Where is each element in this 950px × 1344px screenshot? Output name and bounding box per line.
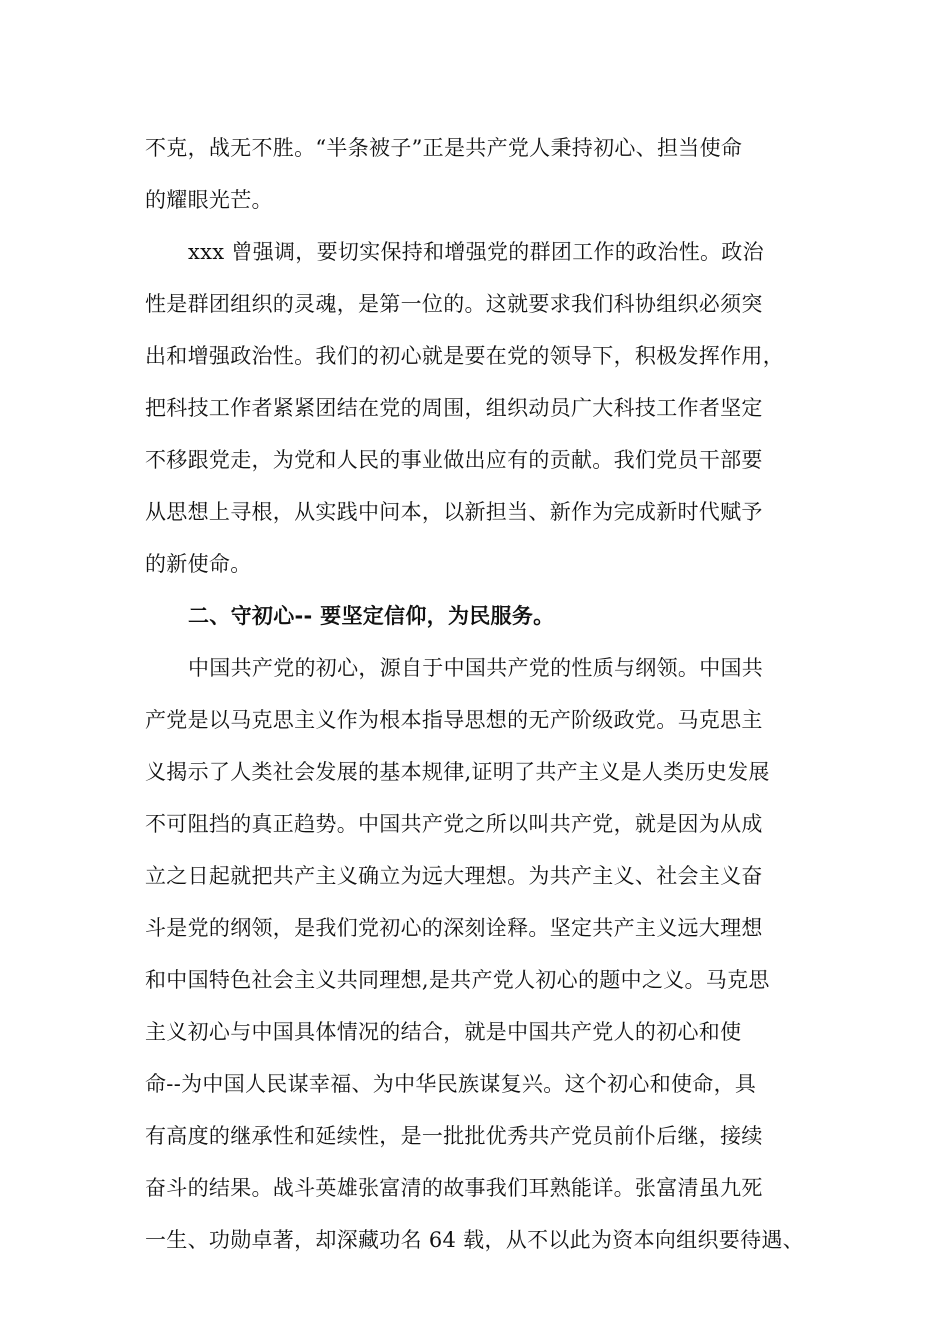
text-line: 从思想上寻根，从实践中问本，以新担当、新作为完成新时代赋予 — [145, 500, 763, 524]
text-line: 不可阻挡的真正趋势。中国共产党之所以叫共产党，就是因为从成 — [145, 812, 763, 836]
text-line: 有高度的继承性和延续性，是一批批优秀共产党员前仆后继，接续 — [145, 1124, 763, 1148]
text-line: 性是群团组织的灵魂，是第一位的。这就要求我们科协组织必须突 — [145, 292, 763, 316]
text-line: 的耀眼光芒。 — [145, 188, 273, 212]
paragraph-first-line: xxx 曾强调，要切实保持和增强党的群团工作的政治性。政治 — [188, 240, 764, 264]
text-line: 奋斗的结果。战斗英雄张富清的故事我们耳熟能详。张富清虽九死 — [145, 1176, 763, 1200]
text-line: 立之日起就把共产主义确立为远大理想。为共产主义、社会主义奋 — [145, 864, 763, 888]
text-line: 把科技工作者紧紧团结在党的周围，组织动员广大科技工作者坚定 — [145, 396, 763, 420]
text-line: 主义初心与中国具体情况的结合，就是中国共产党人的初心和使 — [145, 1020, 742, 1044]
text-line: 斗是党的纲领，是我们党初心的深刻诠释。坚定共产主义远大理想 — [145, 916, 763, 940]
text-line: 不克，战无不胜。“半条被子”正是共产党人秉持初心、担当使命 — [145, 136, 743, 160]
text-line: 一生、功勋卓著，却深藏功名 64 载，从不以此为资本向组织要待遇、 — [145, 1228, 804, 1252]
paragraph-first-line: 中国共产党的初心，源自于中国共产党的性质与纲领。中国共 — [188, 656, 764, 680]
section-heading: 二、守初心-- 要坚定信仰，为民服务。 — [188, 604, 555, 628]
text-line: 和中国特色社会主义共同理想,是共产党人初心的题中之义。马克思 — [145, 968, 770, 992]
text-line: 义揭示了人类社会发展的基本规律,证明了共产主义是人类历史发展 — [145, 760, 770, 784]
text-line: 出和增强政治性。我们的初心就是要在党的领导下，积极发挥作用， — [145, 344, 784, 368]
text-line: 命--为中国人民谋幸福、为中华民族谋复兴。这个初心和使命，具 — [145, 1072, 757, 1096]
text-line: 产党是以马克思主义作为根本指导思想的无产阶级政党。马克思主 — [145, 708, 763, 732]
text-line: 的新使命。 — [145, 552, 252, 576]
text-line: 不移跟党走，为党和人民的事业做出应有的贡献。我们党员干部要 — [145, 448, 763, 472]
